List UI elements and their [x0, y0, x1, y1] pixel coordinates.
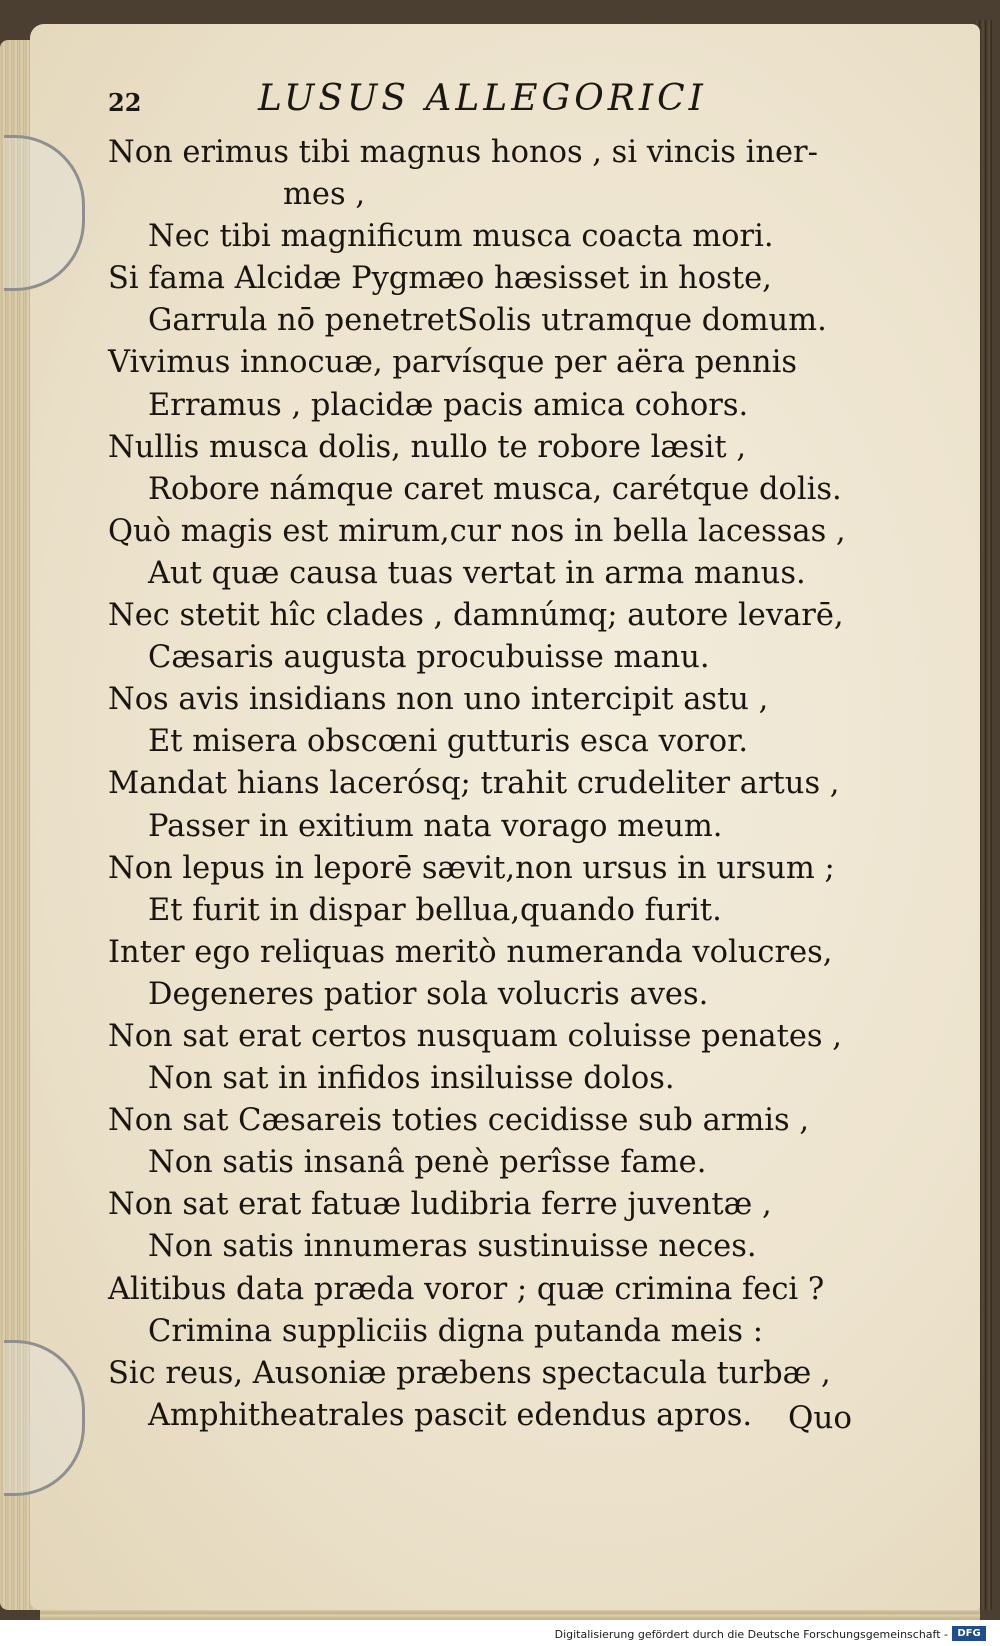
verse-line: Non satis innumeras sustinuisse neces.	[148, 1229, 757, 1265]
verse-line: Non sat erat fatuæ ludibria ferre juventæ ,	[108, 1187, 772, 1223]
verse-line: Amphitheatrales pascit edendus apros.	[148, 1397, 753, 1433]
digitization-credit: Digitalisierung gefördert durch die Deutsche Forschungsgemeinschaft -	[554, 1628, 948, 1641]
verse-body	[108, 132, 938, 1437]
verse-line: Non satis insanâ penè perîsse fame.	[148, 1145, 707, 1181]
catchword: Quo	[788, 1400, 853, 1436]
verse-line: Sic reus, Ausoniæ præbens spectacula turbæ ,	[108, 1355, 831, 1391]
verse-line: Crimina suppliciis digna putanda meis :	[148, 1313, 763, 1349]
verse-line: Et furit in dispar bellua,quando furit.	[148, 892, 722, 928]
verse-line: Non sat erat certos nusquam coluisse penates ,	[108, 1018, 842, 1054]
verse-line: Quò magis est mirum,cur nos in bella lacessas ,	[108, 513, 846, 549]
dfg-logo: DFG	[952, 1626, 986, 1641]
verse-line: Alitibus data præda voror ; quæ crimina feci ?	[108, 1271, 825, 1307]
verse-line: Non sat in infidos insiluisse dolos.	[148, 1061, 675, 1097]
verse-line: Nos avis insidians non uno intercipit astu ,	[108, 682, 769, 718]
verse-line: Mandat hians lacerósq; trahit crudeliter artus ,	[108, 766, 840, 802]
page-number: 22	[108, 88, 142, 117]
page-header	[108, 78, 928, 128]
verse-line: Non sat Cæsareis toties cecidisse sub armis ,	[108, 1103, 810, 1139]
verse-line: Garrula nō penetretSolis utramque domum.	[148, 303, 827, 339]
verse-line: Erramus , placidæ pacis amica cohors.	[148, 387, 749, 423]
verse-line: Aut quæ causa tuas vertat in arma manus.	[148, 555, 806, 591]
verse-line: Et misera obscœni gutturis esca voror.	[148, 724, 749, 760]
running-title: LUSUS ALLEGORICI	[258, 78, 707, 119]
verse-line: Passer in exitium nata vorago meum.	[148, 808, 723, 844]
verse-line: Non lepus in leporē sævit,non ursus in ursum ;	[108, 850, 835, 886]
verse-line: Si fama Alcidæ Pygmæo hæsisset in hoste,	[108, 261, 772, 297]
verse-line: Nec tibi magnificum musca coacta mori.	[148, 219, 774, 255]
verse-line: Vivimus innocuæ, parvísque per aëra pennis	[108, 345, 797, 381]
verse-line: Robore námque caret musca, carétque dolis.	[148, 471, 842, 507]
verse-line: Degeneres patior sola volucris aves.	[148, 976, 709, 1012]
verse-line: Cæsaris augusta procubuisse manu.	[148, 640, 710, 676]
verse-line: mes ,	[283, 177, 366, 213]
verse-line: Nullis musca dolis, nullo te robore læsit ,	[108, 429, 747, 465]
verse-line: Inter ego reliquas meritò numeranda volucres,	[108, 934, 833, 970]
verse-line: Nec stetit hîc clades , damnúmq; autore levarē,	[108, 598, 844, 634]
verse-line: Non erimus tibi magnus honos , si vincis iner-	[108, 135, 818, 170]
